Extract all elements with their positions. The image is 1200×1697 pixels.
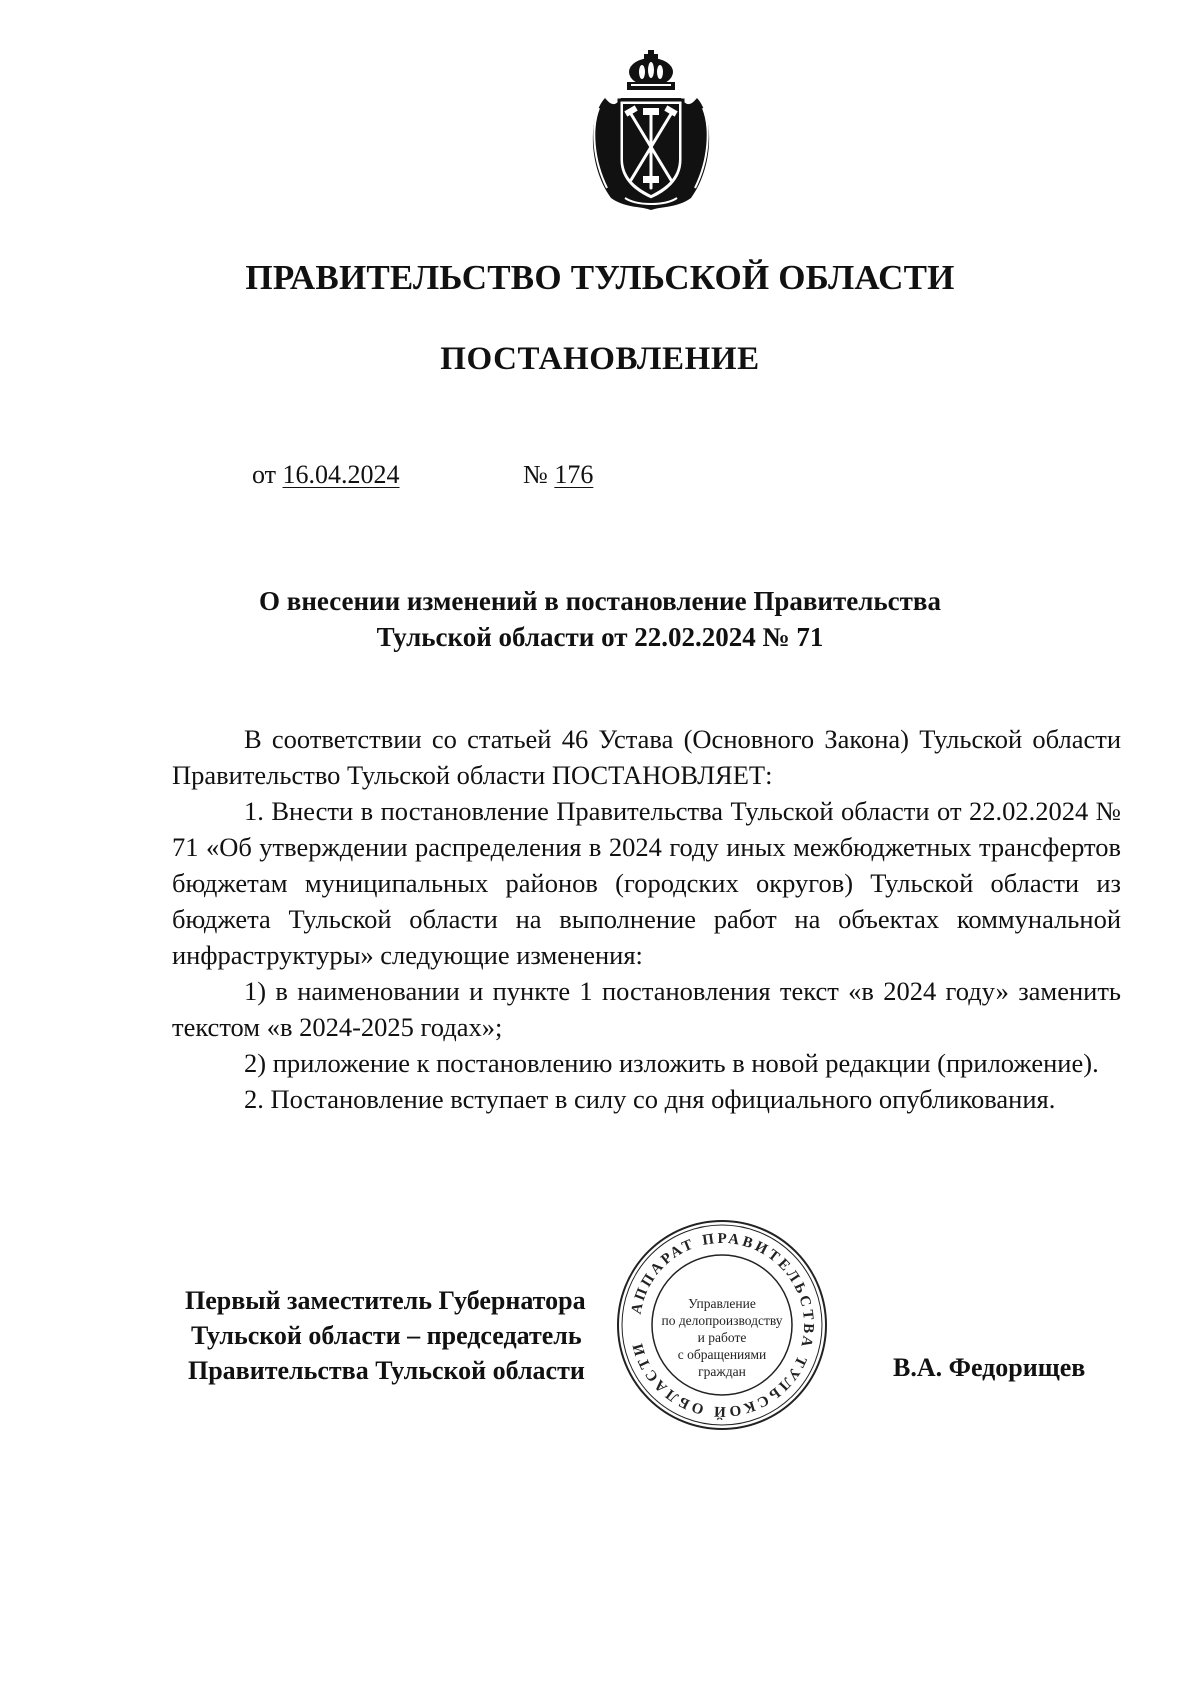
- coat-of-arms-emblem: [585, 48, 717, 213]
- signer-position-line: Правительства Тульской области: [188, 1356, 585, 1385]
- stamp-center-text: [644, 1295, 800, 1380]
- official-stamp: [612, 1215, 832, 1435]
- organization-title: ПРАВИТЕЛЬСТВО ТУЛЬСКОЙ ОБЛАСТИ: [245, 258, 955, 297]
- signer-position-line: Тульской области – председатель: [191, 1321, 582, 1350]
- body-paragraph: 2) приложение к постановлению изложить в новой редакции (приложение).: [244, 1048, 1099, 1078]
- signer-position-line: Первый заместитель Губернатора: [185, 1286, 586, 1315]
- signer-name: В.А. Федорищев: [893, 1353, 1086, 1382]
- body-paragraph: 2. Постановление вступает в силу со дня официального опубликования.: [244, 1084, 1056, 1114]
- date-prefix: от: [252, 460, 277, 489]
- stamp-line: и работе: [697, 1330, 747, 1345]
- document-date: [252, 460, 400, 490]
- stamp-line: по делопроизводству: [661, 1313, 783, 1328]
- number-prefix: №: [523, 460, 548, 489]
- number-value: 176: [554, 460, 594, 489]
- stamp-line: с обращениями: [677, 1347, 767, 1362]
- document-number: [523, 460, 593, 490]
- document-subject: [150, 583, 1050, 655]
- body-paragraph: В соответствии со статьей 46 Устава (Основного Закона) Тульской области Правительство Тульской области ПОСТАНОВЛЯЕТ:: [172, 724, 1121, 790]
- subject-line-1: О внесении изменений в постановление Правительства: [259, 586, 941, 616]
- stamp-line: Управление: [688, 1296, 756, 1311]
- date-value: 16.04.2024: [282, 460, 400, 489]
- document-body: [172, 721, 1121, 1117]
- body-paragraph: 1) в наименовании и пункте 1 постановления текст «в 2024 году» заменить текстом «в 2024-2025 годах»;: [172, 976, 1121, 1042]
- body-paragraph: 1. Внести в постановление Правительства Тульской области от 22.02.2024 № 71 «Об утверждении распределения в 2024 году иных межбюджетных трансфертов бюджетам муниципальных районов (городских округов) Тульской области из бюджета Тульской области на выполнение работ на объектах коммунальной инфраструктуры» следующие изменения:: [172, 796, 1121, 970]
- stamp-line: граждан: [698, 1364, 746, 1379]
- signer-position: [185, 1283, 586, 1388]
- stamp-ring-text: АППАРАТ ПРАВИТЕЛЬСТВА ТУЛЬСКОЙ ОБЛАСТИ: [628, 1230, 817, 1420]
- document-type-title: ПОСТАНОВЛЕНИЕ: [440, 341, 760, 377]
- subject-line-2: Тульской области от 22.02.2024 № 71: [376, 622, 824, 652]
